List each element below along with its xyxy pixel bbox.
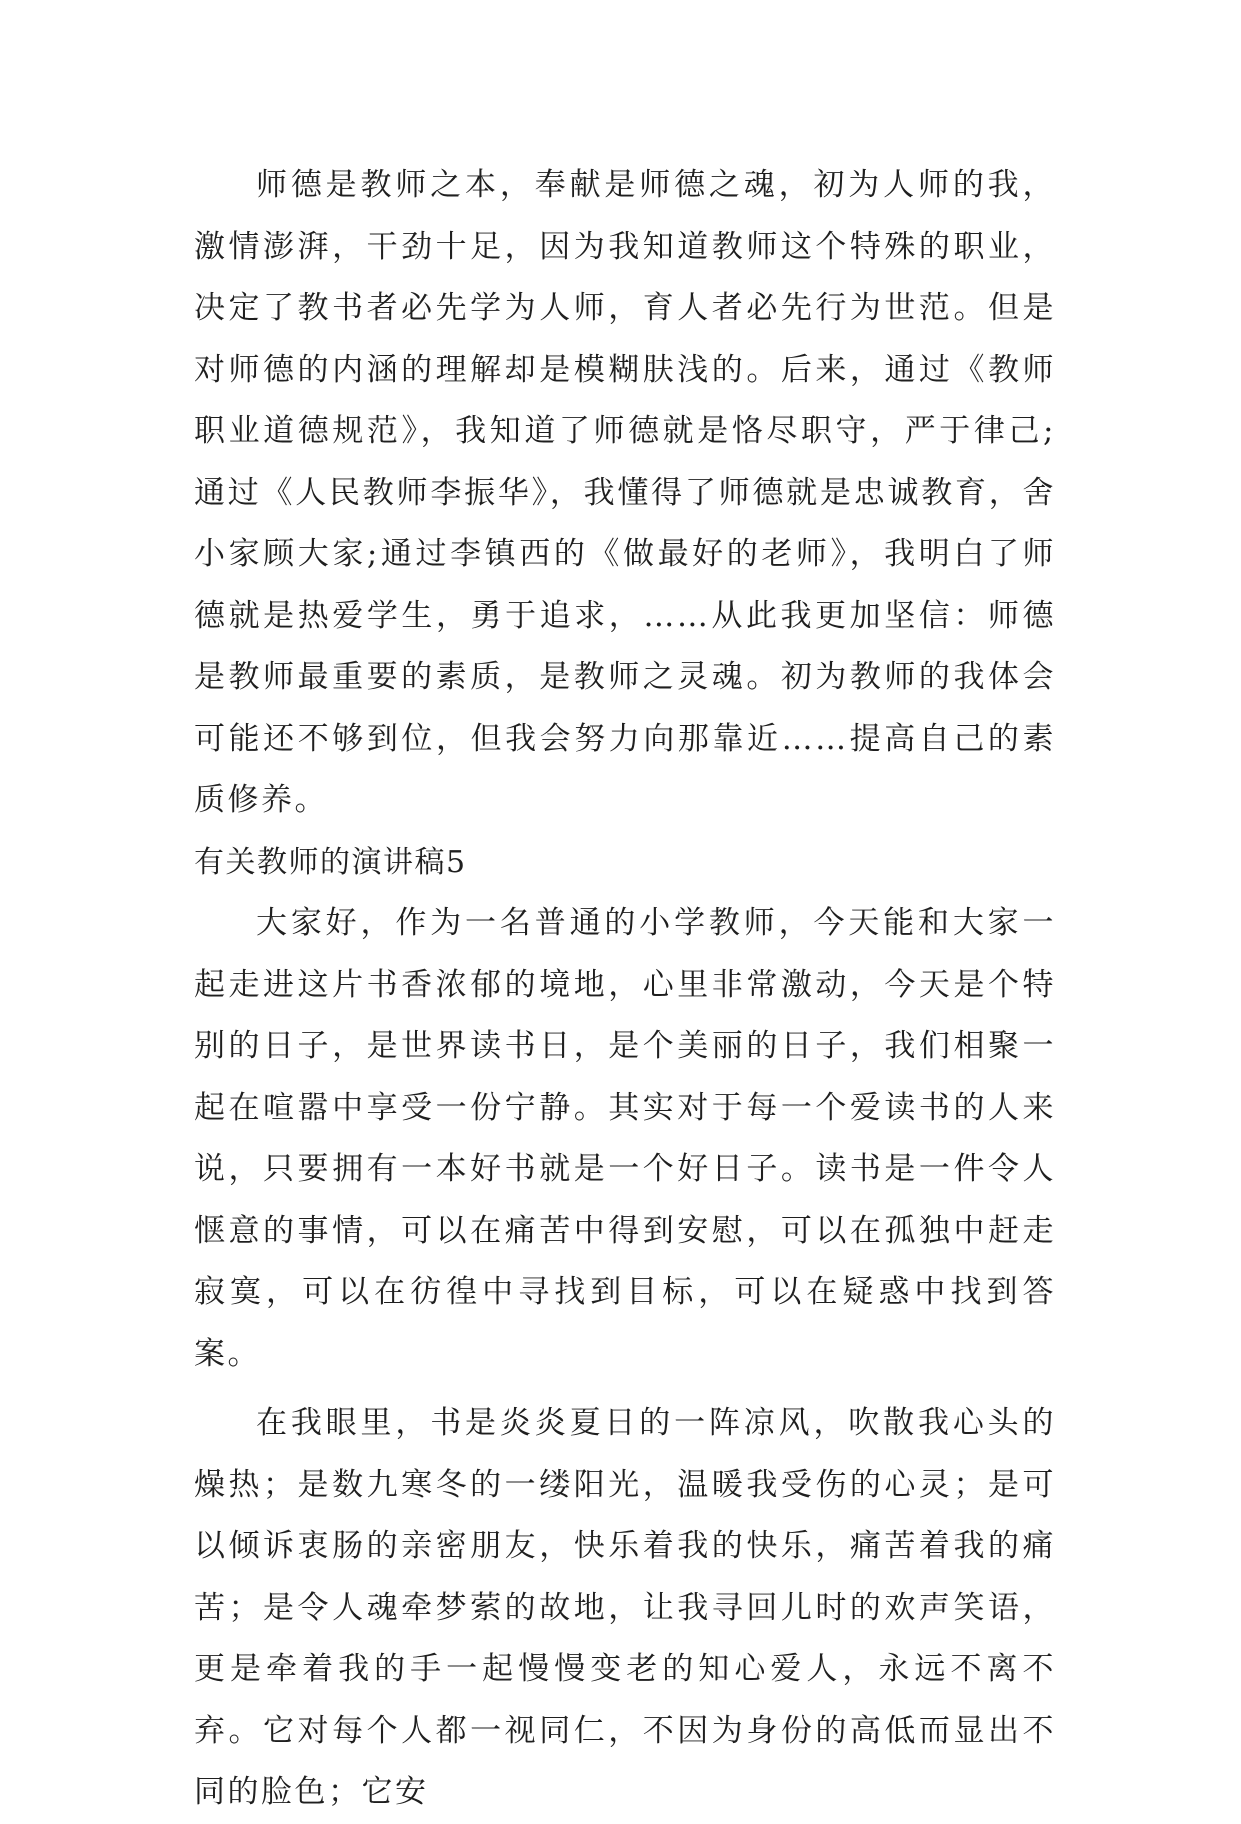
paragraph-books-metaphor: 在我眼里，书是炎炎夏日的一阵凉风，吹散我心头的燥热；是数九寒冬的一缕阳光，温暖我受伤的心灵；是可以倾诉衷肠的亲密朋友，快乐着我的快乐，痛苦着我的痛苦；是令人魂牵梦萦的故地，让我寻回儿时的欢声笑语，更是牵着我的手一起慢慢变老的知心爱人，永远不离不弃。它对每个人都一视同仁，不因为身份的高低而显出不同的脸色；它安 xyxy=(194,1405,1056,1810)
paragraph-gap xyxy=(194,1385,1056,1393)
paragraph-reading-day: 大家好，作为一名普通的小学教师，今天能和大家一起走进这片书香浓郁的境地，心里非常激动，今天是个特别的日子，是世界读书日，是个美丽的日子，我们相聚一起在喧嚣中享受一份宁静。其实对于每一个爱读书的人来说，只要拥有一本好书就是一个好日子。读书是一件令人惬意的事情，可以在痛苦中得到安慰，可以在孤独中赶走寂寞，可以在彷徨中寻找到目标，可以在疑惑中找到答案。 xyxy=(194,905,1056,1372)
paragraph-teacher-ethics: 师德是教师之本，奉献是师德之魂，初为人师的我，激情澎湃，干劲十足，因为我知道教师这个特殊的职业，决定了教书者必先学为人师，育人者必先行为世范。但是对师德的内涵的理解却是模糊肤浅的。后来，通过《教师职业道德规范》，我知道了师德就是恪尽职守，严于律己;通过《人民教师李振华》，我懂得了师德就是忠诚教育，舍小家顾大家;通过李镇西的《做最好的老师》，我明白了师德就是热爱学生，勇于追求，……从此我更加坚信：师德是教师最重要的素质，是教师之灵魂。初为教师的我体会可能还不够到位，但我会努力向那靠近……提高自己的素质修养。 xyxy=(194,167,1056,818)
document-body xyxy=(194,155,1056,1824)
section-heading: 有关教师的演讲稿5 xyxy=(194,844,467,880)
